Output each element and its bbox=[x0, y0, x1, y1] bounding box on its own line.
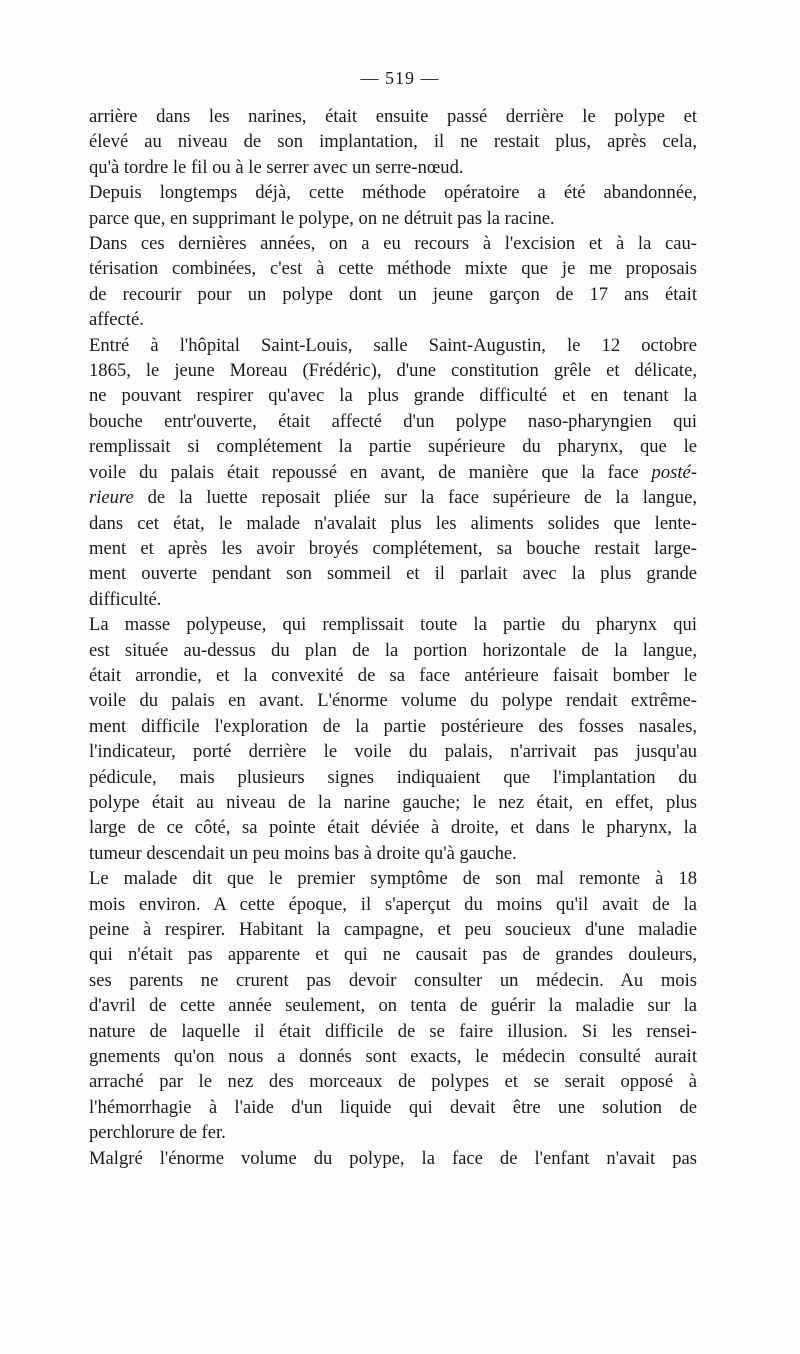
body-text bbox=[89, 104, 697, 1171]
text-line: arrière dans les narines, était ensuite passé derrière le polype et bbox=[89, 106, 697, 127]
italic-word: posté- bbox=[651, 461, 697, 483]
text-line: affecté. bbox=[89, 309, 144, 331]
text-line: qu'à tordre le fil ou à le serrer avec un serre-nœud. bbox=[89, 156, 464, 178]
text-line: nature de laquelle il était difficile de se faire illusion. Si les rensei- bbox=[89, 1020, 697, 1042]
text-line: 1865, le jeune Moreau (Frédéric), d'une constitution grêle et délicate, bbox=[89, 360, 697, 382]
text-line: Entré à l'hôpital Saint-Louis, salle Saint-Augustin, le 12 octobre bbox=[89, 334, 697, 356]
text-line: est située au-dessus du plan de la portion horizontale de la langue, bbox=[89, 639, 697, 661]
text-line: l'hémorrhagie à l'aide d'un liquide qui devait être une solution de bbox=[89, 1096, 697, 1118]
text-line: arraché par le nez des morceaux de polypes et se serait opposé à bbox=[89, 1071, 697, 1093]
paragraph-2 bbox=[89, 180, 697, 231]
paragraph-4 bbox=[89, 333, 697, 612]
text-line: Le malade dit que le premier symptôme de son mal remonte à 18 bbox=[89, 868, 697, 890]
text-line: tumeur descendait un peu moins bas à droite qu'à gauche. bbox=[89, 842, 517, 864]
text-line: voile du palais en avant. L'énorme volume du polype rendait extrême- bbox=[89, 690, 697, 712]
text-line: ment ouverte pendant son sommeil et il parlait avec la plus grande bbox=[89, 563, 697, 585]
text-line-with-italic bbox=[89, 460, 697, 485]
text-line: La masse polypeuse, qui remplissait toute la partie du pharynx qui bbox=[89, 614, 697, 636]
text-line: térisation combinées, c'est à cette méthode mixte que je me proposais bbox=[89, 258, 697, 280]
text-line: remplissait si complétement la partie supérieure du pharynx, que le bbox=[89, 436, 697, 458]
text-line: élevé au niveau de son implantation, il ne restait plus, après cela, bbox=[89, 131, 697, 153]
text-line: large de ce côté, sa pointe était déviée à droite, et dans le pharynx, la bbox=[89, 817, 697, 839]
paragraph-1 bbox=[89, 104, 697, 180]
text-line: Dans ces dernières années, on a eu recours à l'excision et à la cau- bbox=[89, 233, 697, 255]
italic-word: rieure bbox=[89, 487, 134, 509]
paragraph-3 bbox=[89, 231, 697, 333]
text-line: qui n'était pas apparente et qui ne causait pas de grandes douleurs, bbox=[89, 944, 697, 966]
text-line: perchlorure de fer. bbox=[89, 1122, 226, 1144]
text-line: Malgré l'énorme volume du polype, la face de l'enfant n'avait pas bbox=[89, 1147, 697, 1169]
text-line: pédicule, mais plusieurs signes indiquaient que l'implantation du bbox=[89, 766, 697, 788]
text-line: ne pouvant respirer qu'avec la plus grande difficulté et en tenant la bbox=[89, 385, 697, 407]
text-line: gnements qu'on nous a donnés sont exacts, le médecin consulté aurait bbox=[89, 1046, 697, 1068]
text-fragment: voile du palais était repoussé en avant, de manière que la face bbox=[89, 461, 639, 483]
text-line: était arrondie, et la convexité de sa face antérieure faisait bomber le bbox=[89, 664, 697, 686]
text-fragment: de la luette reposait pliée sur la face supérieure de la langue, bbox=[147, 487, 697, 509]
text-line: parce que, en supprimant le polype, on ne détruit pas la racine. bbox=[89, 207, 555, 229]
text-line: de recourir pour un polype dont un jeune garçon de 17 ans était bbox=[89, 283, 697, 305]
paragraph-6 bbox=[89, 866, 697, 1145]
text-line: mois environ. A cette époque, il s'aperçut du moins qu'il avait de la bbox=[89, 893, 697, 915]
text-line: bouche entr'ouverte, était affecté d'un polype naso-pharyngien qui bbox=[89, 410, 697, 432]
text-line: ment difficile l'exploration de la partie postérieure des fosses nasales, bbox=[89, 715, 697, 737]
page-number: — 519 — bbox=[360, 68, 440, 88]
text-line-with-italic bbox=[89, 485, 697, 510]
text-line: difficulté. bbox=[89, 588, 162, 610]
text-line: dans cet état, le malade n'avalait plus les aliments solides que lente- bbox=[89, 512, 697, 534]
text-line: ment et après les avoir broyés complétement, sa bouche restait large- bbox=[89, 537, 697, 559]
text-line: Depuis longtemps déjà, cette méthode opératoire a été abandonnée, bbox=[89, 182, 697, 204]
text-line: peine à respirer. Habitant la campagne, et peu soucieux d'une maladie bbox=[89, 919, 697, 940]
paragraph-7 bbox=[89, 1146, 697, 1171]
text-line: ses parents ne crurent pas devoir consulter un médecin. Au mois bbox=[89, 969, 697, 991]
text-line: polype était au niveau de la narine gauche; le nez était, en effet, plus bbox=[89, 791, 697, 813]
text-line: l'indicateur, porté derrière le voile du palais, n'arrivait pas jusqu'au bbox=[89, 741, 697, 763]
text-line: d'avril de cette année seulement, on tenta de guérir la maladie sur la bbox=[89, 995, 697, 1017]
paragraph-5 bbox=[89, 612, 697, 866]
